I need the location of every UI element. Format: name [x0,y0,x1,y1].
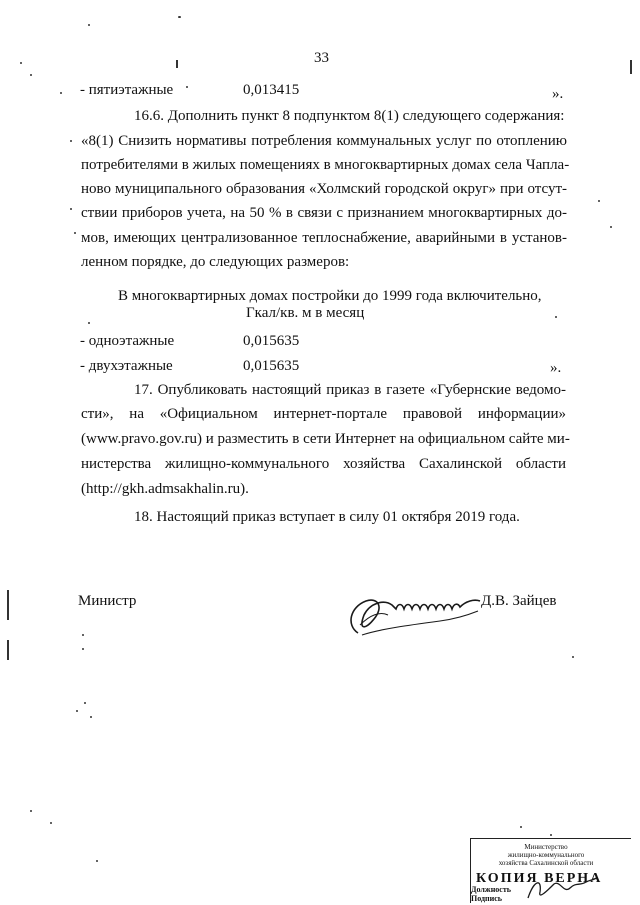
scan-speck [60,92,62,94]
page-number: 33 [314,50,329,66]
scan-speck [610,226,612,228]
item-17-line: (www.pravo.gov.ru) и разместить в сети Интернет на официальном сайте ми- [81,431,570,447]
table-caption-units: Гкал/кв. м в месяц [246,305,365,321]
quote-line: ленном порядке, до следующих размеров: [81,254,350,270]
stamp-copy-true: КОПИЯ ВЕРНА [476,871,603,886]
scan-speck [630,60,632,74]
scan-speck [82,634,84,636]
quote-close-two-storey: ». [550,360,562,376]
scan-speck [96,860,98,862]
stamp-org-line: жилищно-коммунального [507,851,585,859]
quote-line: мов, имеющих централизованное теплоснабжение, аварийными в установ- [81,230,567,246]
quote-line: потребителями в жилых помещениях в многоквартирных домах села Чапла- [81,157,570,173]
item-17-line: 17. Опубликовать настоящий приказ в газете «Губернские ведомо- [134,382,566,398]
scan-speck [70,140,72,142]
row-label-two-storey: - двухэтажные [80,358,173,374]
row-value-five-storey: 0,013415 [243,82,300,98]
item-17-line: сти», на «Официальном интернет-портале правовой информации» [81,406,566,422]
scan-speck [186,86,188,88]
scan-speck [90,716,92,718]
scan-speck [598,200,600,202]
item-16-6-heading: 16.6. Дополнить пункт 8 подпунктом 8(1) следующего содержания: [134,108,565,124]
quote-close-five-storey: ». [552,86,564,102]
scan-speck [176,60,178,68]
stamp-signature-scribble [520,872,600,902]
row-label-one-storey: - одноэтажные [80,333,175,349]
quote-line: ново муниципального образования «Холмский городской округ» при отсут- [81,181,567,197]
row-value-two-storey: 0,015635 [243,358,300,374]
stamp-position-label: Должность [471,885,512,894]
signatory-title: Министр [78,593,137,609]
item-17-line: (http://gkh.admsakhalin.ru). [81,481,249,497]
scan-speck [84,702,86,704]
scan-speck [572,656,574,658]
scan-speck [88,322,90,324]
row-label-five-storey: - пятиэтажные [80,82,174,98]
scan-speck [7,640,9,660]
item-18: 18. Настоящий приказ вступает в силу 01 октября 2019 года. [134,509,520,525]
scan-speck [30,810,32,812]
stamp-signature-label: Подпись [471,894,503,903]
item-17-line: нистерства жилищно-коммунального хозяйства Сахалинской области [81,456,566,472]
scan-speck [76,710,78,712]
table-caption: В многоквартирных домах постройки до 1999 года включительно, [118,288,542,304]
stamp-org-line: хозяйства Сахалинской области [498,859,594,867]
scan-speck [70,208,72,210]
scan-speck [20,62,22,64]
quote-line: «8(1) Снизить нормативы потребления коммунальных услуг по отоплению [81,133,567,149]
scan-speck [555,316,557,318]
signatory-name: Д.В. Зайцев [481,593,557,609]
scan-speck [550,834,552,836]
scan-speck [50,822,52,824]
row-value-one-storey: 0,015635 [243,333,300,349]
scan-speck [88,24,90,26]
handwritten-signature [340,585,490,645]
quote-line: ствии приборов учета, на 50 % в связи с признанием многоквартирных до- [81,205,567,221]
scan-speck [74,232,76,234]
scan-speck [30,74,32,76]
scan-speck [178,16,181,18]
stamp-org-line: Министерство [524,843,568,851]
scan-speck [7,590,9,620]
scan-speck [520,826,522,828]
scan-speck [82,648,84,650]
